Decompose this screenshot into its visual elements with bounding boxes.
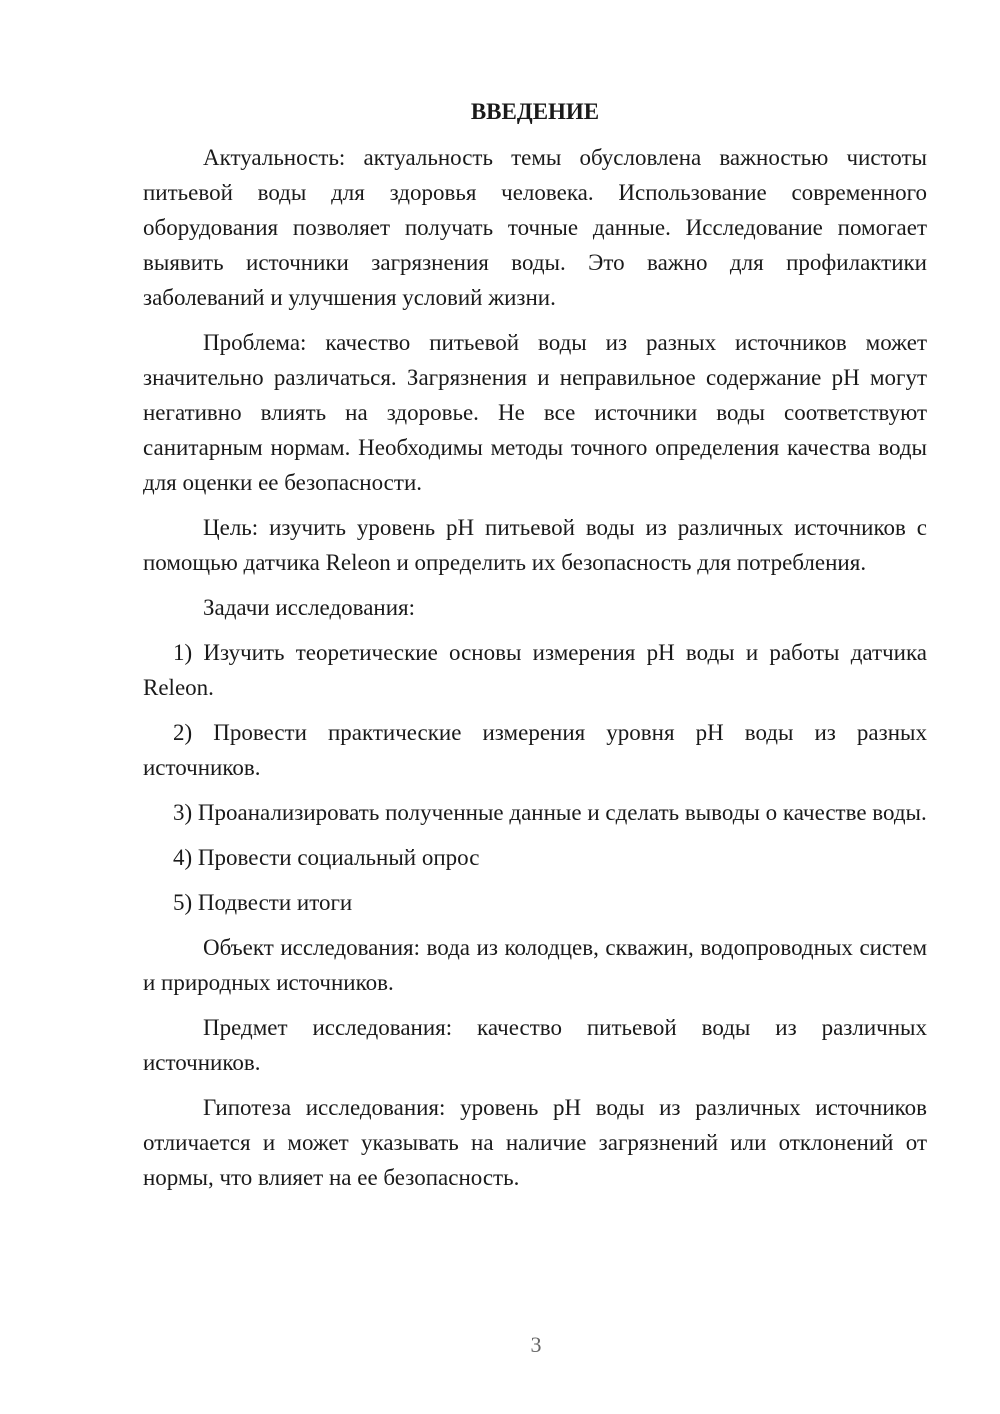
paragraph-goal: Цель: изучить уровень pH питьевой воды из различных источников с помощью датчика Releon и определить их безопасность для потребления. [143,515,927,575]
task-item-4: 4) Провести социальный опрос [173,845,480,870]
page-content [143,94,927,1205]
page-number: 3 [530,1332,542,1357]
task-item-2: 2) Провести практические измерения уровня pH воды из разных источников. [143,720,927,780]
task-item-3: 3) Проанализировать полученные данные и сделать выводы о качестве воды. [173,800,927,825]
tasks-heading: Задачи исследования: [203,595,416,620]
section-title: ВВЕДЕНИЕ [470,99,600,124]
paragraph-problem: Проблема: качество питьевой воды из разных источников может значительно различаться. Загрязнения и неправильное содержание pH могут негативно влиять на здоровье. Не все источники воды соответствуют санитарным нормам. Необходимы методы точного определения качества воды для оценки ее безопасности. [143,330,927,495]
paragraph-hypothesis: Гипотеза исследования: уровень pH воды из различных источников отличается и может указывать на наличие загрязнений или отклонений от нормы, что влияет на ее безопасность. [143,1095,927,1190]
paragraph-object: Объект исследования: вода из колодцев, скважин, водопроводных систем и природных источников. [143,935,927,995]
task-item-1: 1) Изучить теоретические основы измерения pH воды и работы датчика Releon. [143,640,927,700]
paragraph-subject: Предмет исследования: качество питьевой воды из различных источников. [143,1015,927,1075]
task-item-5: 5) Подвести итоги [173,890,353,915]
paragraph-relevance: Актуальность: актуальность темы обусловлена важностью чистоты питьевой воды для здоровья человека. Использование современного оборудования позволяет получать точные данные. Исследование помогает выявить источники загрязнения воды. Это важно для профилактики заболеваний и улучшения условий жизни. [143,145,927,310]
